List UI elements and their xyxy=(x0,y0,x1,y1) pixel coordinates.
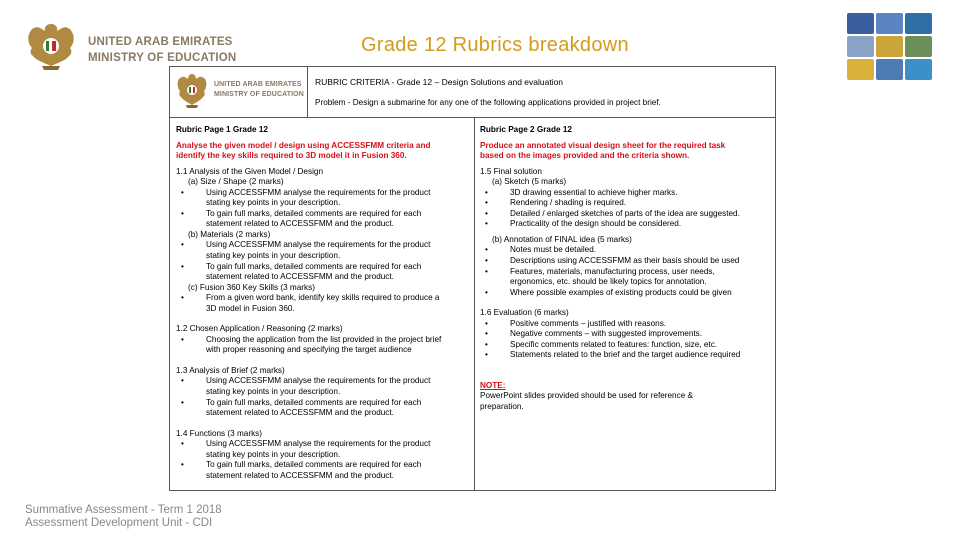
rubric-ministry-line1: UNITED ARAB EMIRATES xyxy=(214,81,302,88)
rubric-line: • Choosing the application from the list provided in the project brief xyxy=(176,335,470,346)
rubric-line: • Using ACCESSFMM analyse the requirements for the product xyxy=(176,376,470,387)
rubric-line: stating key points in your description. xyxy=(206,387,341,397)
rubric-line: statement related to ACCESSFMM and the product. xyxy=(206,272,394,282)
rubric-line: (a) Sketch (5 marks) xyxy=(492,177,567,187)
rubric-line: • Using ACCESSFMM analyse the requirements for the product xyxy=(176,439,470,450)
ministry-line2: MINISTRY OF EDUCATION xyxy=(88,52,237,64)
rubric-document xyxy=(169,66,776,491)
rubric-line: • 3D drawing essential to achieve higher marks. xyxy=(480,188,772,199)
rubric-line: statement related to ACCESSFMM and the product. xyxy=(206,219,394,229)
rubric-line: • To gain full marks, detailed comments are required for each xyxy=(176,398,470,409)
collage-image xyxy=(905,13,932,34)
rubric-line: • Practicality of the design should be considered. xyxy=(480,219,772,230)
rubric-line: • Notes must be detailed. xyxy=(480,245,772,256)
rubric-line: stating key points in your description. xyxy=(206,449,341,459)
collage-image xyxy=(905,59,932,80)
rubric-line: Produce an annotated visual design sheet for the required task xyxy=(480,140,726,150)
rubric-line: 1.5 Final solution xyxy=(480,166,542,176)
spacer xyxy=(480,361,772,371)
rubric-line: (b) Materials (2 marks) xyxy=(188,229,271,239)
rubric-line: • To gain full marks, detailed comments are required for each xyxy=(176,209,470,220)
rubric-line: 1.6 Evaluation (6 marks) xyxy=(480,308,569,318)
rubric-header xyxy=(170,67,775,118)
spacer xyxy=(176,356,470,366)
rubric-line: • Statements related to the brief and the target audience required xyxy=(480,350,772,361)
rubric-line: preparation. xyxy=(480,402,524,412)
rubric-line: • Detailed / enlarged sketches of parts of the idea are suggested. xyxy=(480,209,772,220)
rubric-line: • To gain full marks, detailed comments are required for each xyxy=(176,262,470,273)
rubric-line: • Using ACCESSFMM analyse the requirements for the product xyxy=(176,240,470,251)
rubric-line: • Positive comments – justified with reasons. xyxy=(480,319,772,330)
column-divider xyxy=(474,117,475,491)
uae-emblem-logo xyxy=(22,20,80,72)
rubric-line: • Using ACCESSFMM analyse the requirements for the product xyxy=(176,188,470,199)
rubric-line: PowerPoint slides provided should be used for reference & xyxy=(480,391,693,401)
rubric-ministry-line2: MINISTRY OF EDUCATION xyxy=(214,91,304,98)
rubric-line: • Rendering / shading is required. xyxy=(480,198,772,209)
collage-image xyxy=(876,13,903,34)
rubric-line: • From a given word bank, identify key skills required to produce a xyxy=(176,293,470,304)
rubric-line: with proper reasoning and specifying the target audience xyxy=(206,345,412,355)
rubric-line: 1.4 Functions (3 marks) xyxy=(176,428,262,438)
rubric-page-2-column xyxy=(480,125,772,413)
rubric-line: Rubric Page 1 Grade 12 xyxy=(176,125,268,134)
rubric-line: Rubric Page 2 Grade 12 xyxy=(480,125,572,134)
collage-image xyxy=(847,13,874,34)
rubric-line: statement related to ACCESSFMM and the product. xyxy=(206,470,394,480)
rubric-line: statement related to ACCESSFMM and the product. xyxy=(206,408,394,418)
rubric-line: • Descriptions using ACCESSFMM as their basis should be used xyxy=(480,256,772,267)
rubric-line: identify the key skills required to 3D model it in Fusion 360. xyxy=(176,151,407,161)
submarine-image-collage xyxy=(847,13,933,81)
collage-image xyxy=(876,59,903,80)
footer-line1: Summative Assessment - Term 1 2018 xyxy=(25,504,222,516)
rubric-line: 1.1 Analysis of the Given Model / Design xyxy=(176,166,323,176)
rubric-line: (c) Fusion 360 Key Skills (3 marks) xyxy=(188,282,315,292)
problem-statement: Problem - Design a submarine for any one of the following applications provided in project brief. xyxy=(315,98,661,107)
uae-emblem-small-logo xyxy=(174,71,210,111)
collage-image xyxy=(905,36,932,57)
rubric-line: 1.3 Analysis of Brief (2 marks) xyxy=(176,365,285,375)
rubric-criteria: RUBRIC CRITERIA - Grade 12 – Design Solutions and evaluation xyxy=(315,77,564,87)
rubric-line: • Negative comments – with suggested improvements. xyxy=(480,329,772,340)
rubric-line: Analyse the given model / design using ACCESSFMM criteria and xyxy=(176,140,431,150)
header-divider xyxy=(307,67,308,117)
spacer xyxy=(480,371,772,381)
rubric-line: (a) Size / Shape (2 marks) xyxy=(188,177,284,187)
collage-image xyxy=(847,59,874,80)
rubric-line: (b) Annotation of FINAL idea (5 marks) xyxy=(492,234,632,244)
rubric-line: stating key points in your description. xyxy=(206,198,341,208)
spacer xyxy=(176,314,470,324)
slide-title: Grade 12 Rubrics breakdown xyxy=(361,34,629,56)
ministry-line1: UNITED ARAB EMIRATES xyxy=(88,36,233,48)
rubric-line: based on the images provided and the criteria shown. xyxy=(480,151,690,161)
rubric-line: • To gain full marks, detailed comments are required for each xyxy=(176,460,470,471)
spacer xyxy=(176,419,470,429)
rubric-line: 1.2 Chosen Application / Reasoning (2 marks) xyxy=(176,324,343,334)
rubric-line: stating key points in your description. xyxy=(206,251,341,261)
spacer xyxy=(480,298,772,308)
rubric-line: 3D model in Fusion 360. xyxy=(206,303,295,313)
rubric-page-1-column xyxy=(176,125,470,481)
collage-image xyxy=(876,36,903,57)
rubric-line: • Specific comments related to features: function, size, etc. xyxy=(480,340,772,351)
collage-image xyxy=(847,36,874,57)
footer xyxy=(25,504,222,530)
rubric-line: • Where possible examples of existing products could be given xyxy=(480,288,772,299)
footer-line2: Assessment Development Unit - CDI xyxy=(25,517,213,529)
rubric-line: • Features, materials, manufacturing process, user needs, xyxy=(480,267,772,278)
rubric-ministry-name xyxy=(214,80,304,100)
rubric-line: ergonomics, etc. should be likely topics for annotation. xyxy=(510,277,707,287)
ministry-name xyxy=(88,34,236,66)
rubric-line: NOTE: xyxy=(480,380,506,390)
